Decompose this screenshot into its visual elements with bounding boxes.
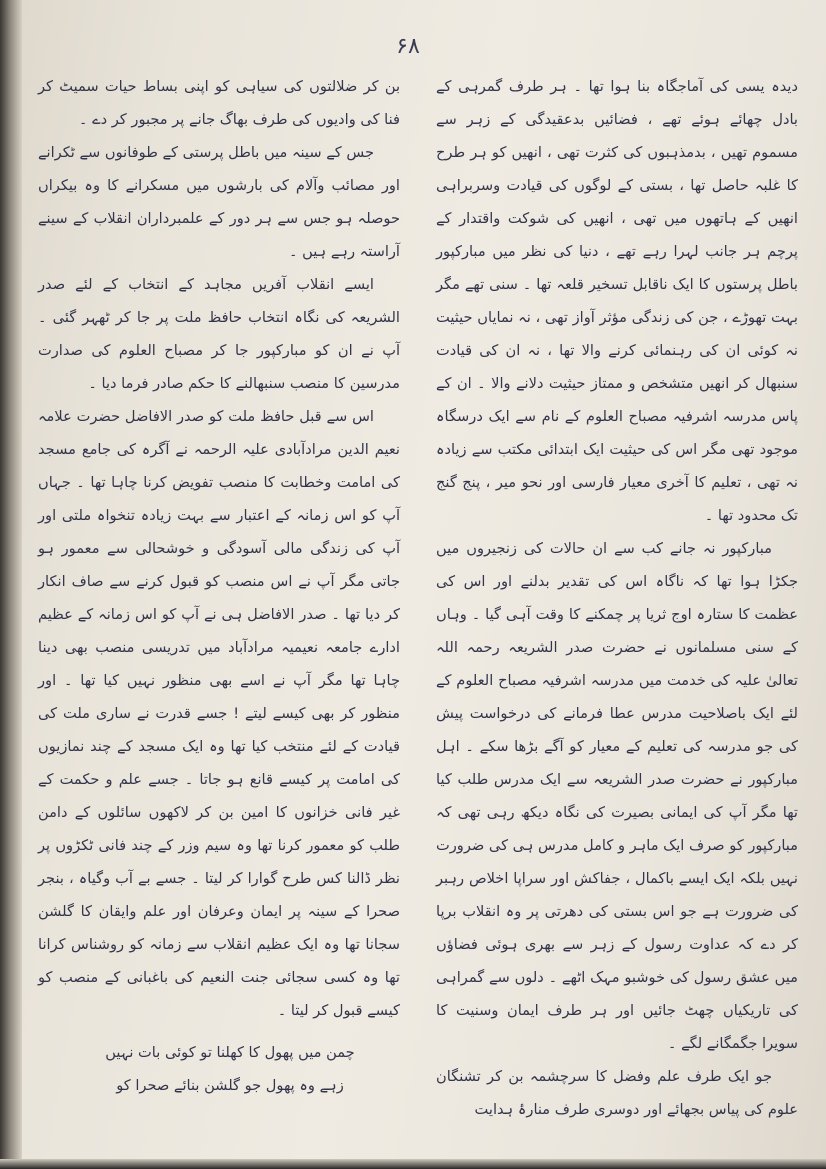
verse-line-1: چمن میں پھول کا کھلنا تو کوئی بات نہیں [105, 1044, 355, 1061]
page-bottom-edge [0, 1159, 826, 1169]
page-number: ۶۸ [396, 34, 420, 59]
left-column [38, 70, 400, 1027]
left-paragraph-1: بن کر ضلالتوں کی سیاہی کو اپنی بساط حیات سمیٹ کر فنا کی وادیوں کی طرف بھاگ جانے پر مجبور کر دے ۔ [38, 78, 400, 128]
left-paragraph-4: اس سے قبل حافظ ملت کو صدر الافاضل حضرت علامہ نعیم الدین مرادآبادی علیہ الرحمہ نے آگرہ کی جامع مسجد کی امامت وخطابت کا منصب تفویض کرنا چاہا تھا ۔ جہاں آپ کو اس زمانہ کے اعتبار سے بہت زیادہ تنخواہ ملتی اور آپ کی زندگی مالی آسودگی و خوشحالی سے معمور ہو جاتی مگر آپ نے اس منصب کو قبول کرنے سے صاف انکار کر دیا تھا ۔ صدر الافاضل ہی نے آپ کو اس زمانہ کے عظیم ادارے جامعہ نعیمیہ مرادآباد میں تدریسی منصب بھی دینا چاہا تھا مگر آپ نے اسے بھی منظور نہیں کیا تھا ۔ اور منظور کر بھی کیسے لیتے ! جسے قدرت نے ساری ملت کی قیادت کے لئے منتخب کیا تھا وہ ایک مسجد کے چند نمازیوں کی امامت پر کیسے قانع ہو جاتا ۔ جسے علم و حکمت کے غیر فانی خزانوں کا امین بن کر لاکھوں سائلوں کے دامن طلب کو معمور کرنا تھا وہ سیم وزر کے چند فانی ٹکڑوں پر نظر ڈالنا کس طرح گوارا کر لیتا ۔ جسے بے آب وگیاہ ، بنجر صحرا کے سینہ پر ایمان وعرفان اور علم وایقان کا گلشن سجانا تھا وہ ایک عظیم انقلاب سے زمانہ کو روشناس کرانا تھا وہ کسی سجائی جنت النعیم کی باغبانی کے منصب کو کیسے قبول کر لیتا ۔ [38, 408, 400, 1019]
right-paragraph-1: دیدہ یسی کی آماجگاہ بنا ہوا تھا ۔ ہر طرف گمرہی کے بادل چھائے ہوئے تھے ، فضائیں بدعقیدگی کے زہر سے مسموم تھیں ، بدمذہبوں کی کثرت تھی ، انھیں کو ہر طرح کا غلبہ حاصل تھا ، بستی کے لوگوں کی قیادت وسربراہی انھیں کے ہاتھوں میں تھی ، انھیں کی شوکت واقتدار کے پرچم ہر جانب لہرا رہے تھے ، دنیا کی نظر میں مبارکپور باطل پرستوں کا ایک ناقابل تسخیر قلعہ تھا ۔ سنی تھے مگر بہت تھوڑے ، جن کی زندگی مؤثر آواز تھی ، نہ نمایاں حیثیت نہ کوئی ان کی رہنمائی کرنے والا تھا ، نہ ان کی قیادت سنبھال کر انھیں متشخص و ممتاز حیثیت دلانے والا ۔ ان کے پاس مدرسہ اشرفیہ مصباح العلوم کے نام سے ایک درسگاہ موجود تھی مگر اس کی حیثیت ایک ابتدائی مکتب سے زیادہ نہ تھی ، تعلیم کا آخری معیار فارسی اور نحو میر ، پنج گنج تک محدود تھا ۔ [436, 78, 798, 524]
right-paragraph-2: مبارکپور نہ جانے کب سے ان حالات کی زنجیروں میں جکڑا ہوا تھا کہ ناگاہ اس کی تقدیر بدلنے اور اس کی عظمت کا ستارہ اوج ثریا پر چمکنے کا وقت آہی گیا ۔ وہاں کے سنی مسلمانوں نے حضرت صدر الشریعہ رحمہ اللہ تعالیٰ علیہ کی خدمت میں مدرسہ اشرفیہ مصباح العلوم کے لئے ایک باصلاحیت مدرس عطا فرمانے کی درخواست پیش کی جو مدرسہ کی تعلیم کے معیار کو آگے بڑھا سکے ۔ اہل مبارکپور نے حضرت صدر الشریعہ سے ایک مدرس طلب کیا تھا مگر آپ کی ایمانی بصیرت کی نگاہ دیکھ رہی تھی کہ مبارکپور کو صرف ایک ماہر و کامل مدرس ہی کی ضرورت نہیں بلکہ ایک ایسے باکمال ، جفاکش اور سراپا اخلاص رہبر کی ضرورت ہے جو اس بستی کی دھرتی پر وہ انقلاب برپا کر دے کہ عداوت رسول کے زہر سے بھری ہوئی فضاؤں میں عشق رسول کی خوشبو مہک اٹھے ۔ دلوں سے گمراہی کی تاریکیاں چھٹ جائیں اور ہر طرف ایمان وسنیت کا سویرا جگمگانے لگے ۔ [436, 540, 798, 1052]
right-column [436, 70, 798, 1126]
right-paragraph-3: جو ایک طرف علم وفضل کا سرچشمہ بن کر تشنگان علوم کی پیاس بجھائے اور دوسری طرف منارۂ ہدایت [436, 1068, 798, 1118]
left-paragraph-2: جس کے سینہ میں باطل پرستی کے طوفانوں سے ٹکرانے اور مصائب وآلام کی بارشوں میں مسکرانے کا وہ بیکراں حوصلہ ہو جس سے ہر دور کے علمبرداران انقلاب کے سینے آراستہ رہے ہیں ۔ [38, 144, 400, 260]
book-gutter-shadow [0, 0, 22, 1169]
verse-line-2: زہے وہ پھول جو گلشن بنائے صحرا کو [116, 1077, 344, 1094]
verse-couplet [70, 1036, 390, 1102]
left-paragraph-3: ایسے انقلاب آفریں مجاہد کے انتخاب کے لئے صدر الشریعہ کی نگاہ انتخاب حافظ ملت پر جا کر ٹھہر گئی ۔ آپ نے ان کو مبارکپور جا کر مصباح العلوم کی صدارت مدرسین کا منصب سنبھالنے کا حکم صادر فرما دیا ۔ [38, 276, 400, 392]
